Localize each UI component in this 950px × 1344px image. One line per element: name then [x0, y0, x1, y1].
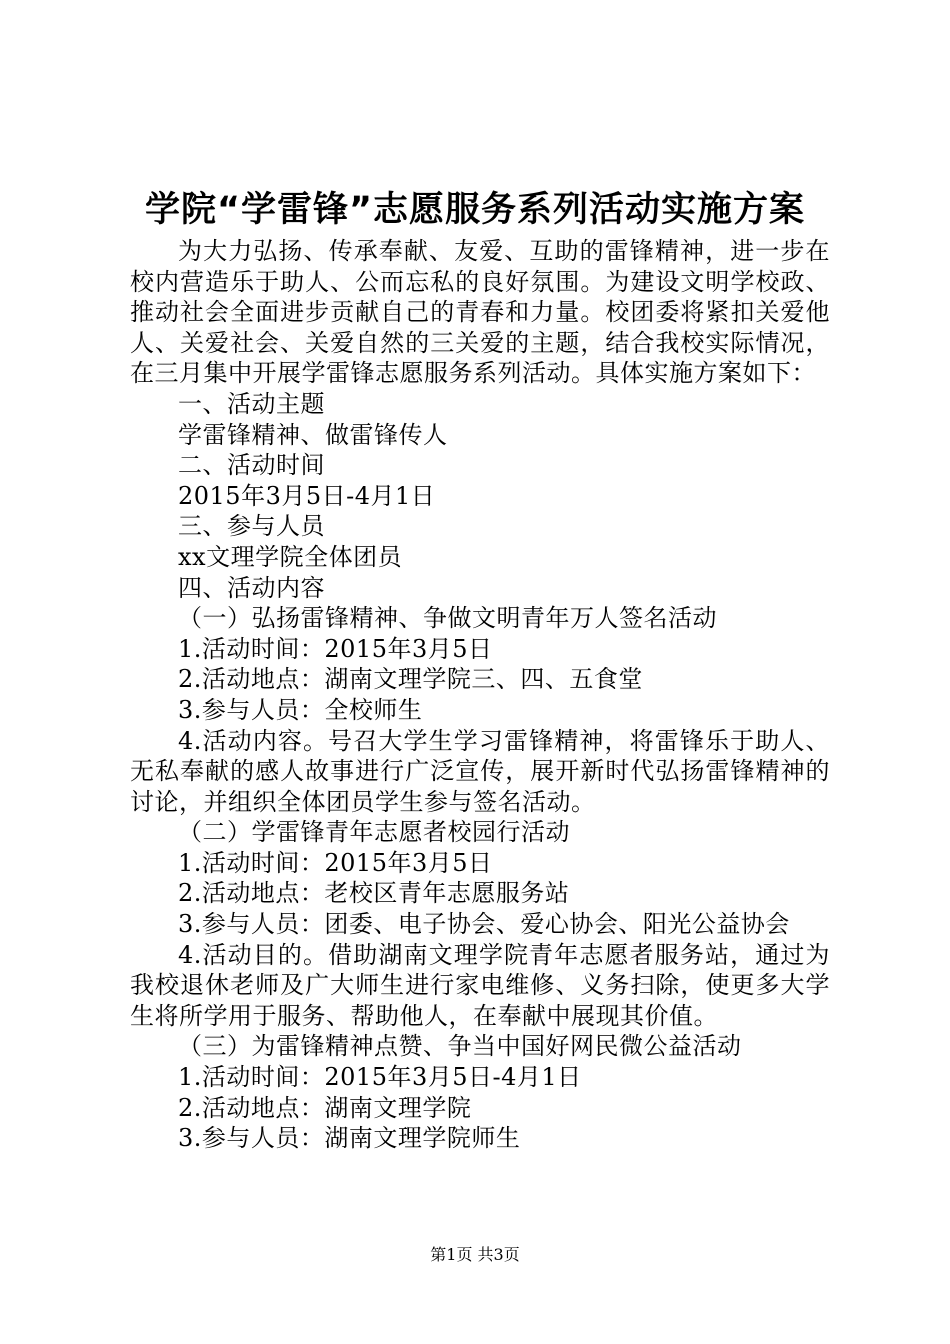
activity-2-place: 2.活动地点：老校区青年志愿服务站	[178, 879, 570, 908]
activity-3-people: 3.参与人员：湖南文理学院师生	[178, 1124, 521, 1153]
section-heading-time: 二、活动时间	[178, 451, 325, 480]
activity-1-heading: （一）弘扬雷锋精神、争做文明青年万人签名活动	[178, 604, 717, 633]
section-heading-participants: 三、参与人员	[178, 512, 325, 541]
activity-1-place: 2.活动地点：湖南文理学院三、四、五食堂	[178, 665, 643, 694]
activity-2-content: 4.活动目的。借助湖南文理学院青年志愿者服务站，通过为我校退休老师及广大师生进行家电维修、义务扫除，使更多大学生将所学用于服务、帮助他人，在奉献中展现其价值。	[130, 940, 830, 1030]
activity-2-time: 1.活动时间：2015年3月5日	[178, 848, 493, 877]
document-title: 学院“学雷锋”志愿服务系列活动实施方案	[144, 190, 805, 230]
section-text-time: 2015年3月5日-4月1日	[178, 481, 436, 510]
activity-3-heading: （三）为雷锋精神点赞、争当中国好网民微公益活动	[178, 1032, 742, 1061]
activity-1-people: 3.参与人员：全校师生	[178, 695, 423, 724]
section-heading-theme: 一、活动主题	[178, 389, 325, 418]
intro-paragraph: 为大力弘扬、传承奉献、友爱、互助的雷锋精神，进一步在校内营造乐于助人、公而忘私的良好氛围。为建设文明学校政、推动社会全面进步贡献自己的青春和力量。校团委将紧扣关爱他人、关爱社会、关爱自然的三关爱的主题，结合我校实际情况，在三月集中开展学雷锋志愿服务系列活动。具体实施方案如下：	[130, 237, 830, 388]
activity-2-heading: （二）学雷锋青年志愿者校园行活动	[178, 818, 570, 847]
activity-1-time: 1.活动时间：2015年3月5日	[178, 634, 493, 663]
page-number-footer: 第1页 共3页	[430, 1245, 520, 1264]
document-body	[130, 236, 830, 1154]
activity-3-time: 1.活动时间：2015年3月5日-4月1日	[178, 1063, 582, 1092]
section-heading-content: 四、活动内容	[178, 573, 325, 602]
section-text-participants: xx文理学院全体团员	[178, 542, 403, 571]
activity-2-people: 3.参与人员：团委、电子协会、爱心协会、阳光公益协会	[178, 910, 790, 939]
activity-1-content: 4.活动内容。号召大学生学习雷锋精神，将雷锋乐于助人、无私奉献的感人故事进行广泛宣传，展开新时代弘扬雷锋精神的讨论，并组织全体团员学生参与签名活动。	[130, 726, 830, 816]
section-text-theme: 学雷锋精神、做雷锋传人	[178, 420, 448, 449]
activity-3-place: 2.活动地点：湖南文理学院	[178, 1093, 472, 1122]
